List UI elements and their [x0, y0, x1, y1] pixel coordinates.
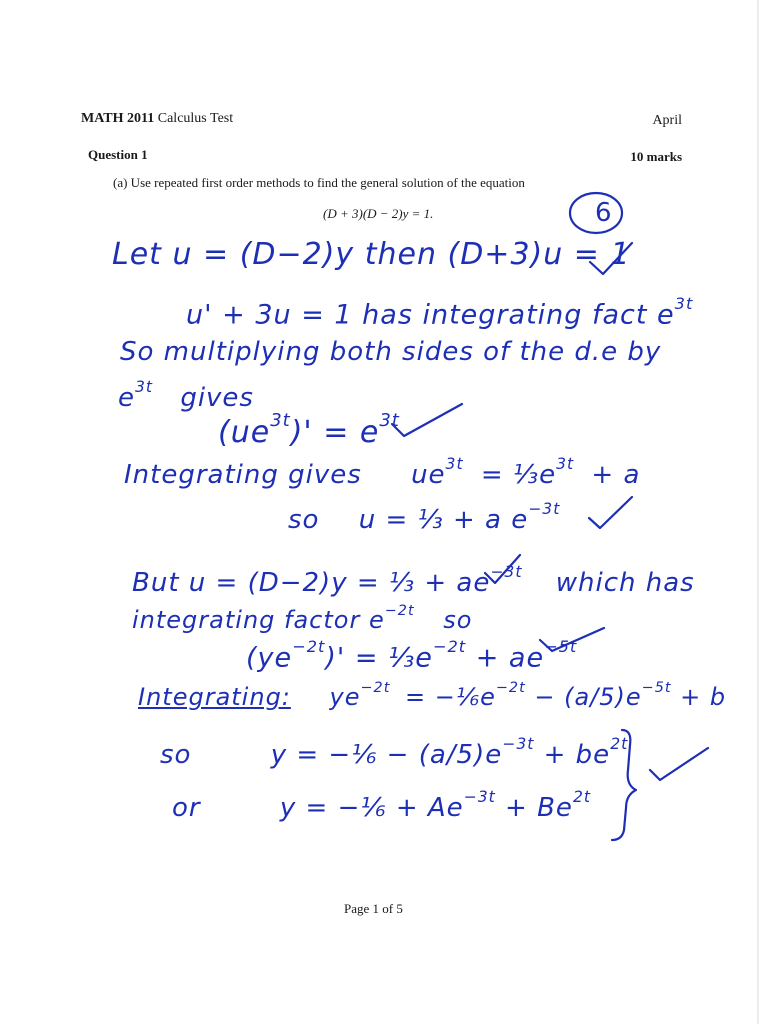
hw-line-4-e: e	[118, 383, 135, 414]
grade-score: 6	[595, 198, 613, 228]
hw-line-12-c: + be	[543, 740, 611, 771]
hw-line-3: So multiplying both sides of the d.e by	[120, 337, 662, 367]
question-title: Question 1	[88, 147, 148, 162]
check-mark-6	[650, 748, 708, 780]
hw-line-11-b-exp: −2t	[360, 680, 391, 696]
hw-line-10-a-exp: −2t	[292, 637, 326, 656]
hw-line-9-a: integrating factor e	[132, 605, 385, 634]
hw-line-5-b: )' = e	[290, 415, 380, 451]
course-code: MATH 2011	[81, 111, 155, 126]
hw-line-6-c: = ⅓e	[480, 460, 557, 491]
hw-line-6-a: Integrating gives	[124, 460, 362, 491]
hw-line-5-a-exp: 3t	[270, 410, 291, 431]
hw-line-4-gives: gives	[180, 383, 254, 414]
hw-line-11-e: + b	[680, 682, 727, 711]
hw-line-13-or: or	[172, 793, 201, 824]
hw-line-11-c: = −⅙e	[405, 682, 496, 711]
hw-line-12-so: so	[160, 740, 192, 771]
hw-line-10	[246, 637, 577, 674]
hw-line-11-c-exp: −2t	[495, 680, 526, 696]
equation: (D + 3)(D − 2)y = 1.	[323, 206, 434, 221]
hw-line-11-a: Integrating:	[138, 682, 291, 711]
exam-month: April	[652, 113, 682, 128]
hw-line-1: Let u = (D−2)y then (D+3)u = 1	[112, 237, 631, 272]
hw-line-10-c: + ae	[475, 642, 545, 674]
hw-line-9-exp: −2t	[384, 603, 415, 619]
hw-line-9-so: so	[443, 605, 473, 634]
hw-line-13-b-exp: −3t	[463, 788, 496, 806]
hw-line-2-text: u' + 3u = 1 has integrating fact e	[186, 299, 675, 331]
hw-line-7-so: so	[288, 505, 320, 536]
hw-line-8-exp: −3t	[490, 563, 523, 581]
hw-line-2	[186, 294, 693, 331]
hw-line-7-b: u = ⅓ + a e	[358, 505, 529, 536]
hw-line-8	[132, 563, 695, 598]
hw-line-12-b: y = −⅙ − (a/5)e	[270, 740, 503, 771]
hw-line-5-b-exp: 3t	[379, 410, 400, 431]
hw-line-2-exp: 3t	[674, 294, 694, 313]
hw-line-10-b: )' = ⅓e	[325, 642, 433, 674]
hw-line-6-c-exp: 3t	[556, 455, 575, 473]
hw-line-13-b: y = −⅙ + Ae	[279, 793, 464, 824]
hw-line-9	[132, 603, 472, 634]
hw-line-12	[160, 735, 628, 770]
hw-line-8-b: which has	[555, 568, 695, 599]
hw-line-11-d-exp: −5t	[641, 680, 672, 696]
hw-line-5	[218, 410, 400, 450]
hw-line-13-c: + Be	[505, 793, 573, 824]
part-a-prompt: (a) Use repeated first order methods to find the general solution of the equation	[113, 175, 525, 190]
hw-line-13-c-exp: 2t	[572, 788, 591, 806]
hw-line-4-exp: 3t	[135, 378, 154, 396]
hw-line-5-a: (ue	[218, 415, 271, 451]
hw-line-10-c-exp: −5t	[544, 637, 578, 656]
course-title: Calculus Test	[157, 111, 234, 126]
hw-line-12-c-exp: 2t	[610, 735, 629, 753]
hw-line-11-d: − (a/5)e	[534, 682, 642, 711]
hw-line-6-b-exp: 3t	[445, 455, 464, 473]
hw-line-10-a: (ye	[246, 642, 293, 674]
hw-line-13	[172, 788, 591, 823]
hw-line-7-exp: −3t	[528, 500, 561, 518]
page-footer: Page 1 of 5	[344, 901, 403, 916]
hw-line-8-a: But u = (D−2)y = ⅓ + ae	[132, 568, 491, 599]
hw-line-11	[138, 680, 726, 711]
hw-line-7	[288, 500, 560, 535]
check-mark-2	[392, 404, 462, 436]
hw-line-6	[124, 455, 640, 490]
hw-line-6-b: ue	[411, 460, 446, 491]
hw-line-10-b-exp: −2t	[432, 637, 467, 656]
hw-line-11-b: ye	[329, 682, 361, 711]
course-heading	[81, 111, 233, 127]
check-mark-3	[589, 497, 632, 528]
hw-line-12-b-exp: −3t	[502, 735, 535, 753]
hw-line-4	[118, 378, 254, 413]
hw-line-6-d: + a	[591, 460, 641, 491]
question-marks: 10 marks	[630, 149, 682, 164]
